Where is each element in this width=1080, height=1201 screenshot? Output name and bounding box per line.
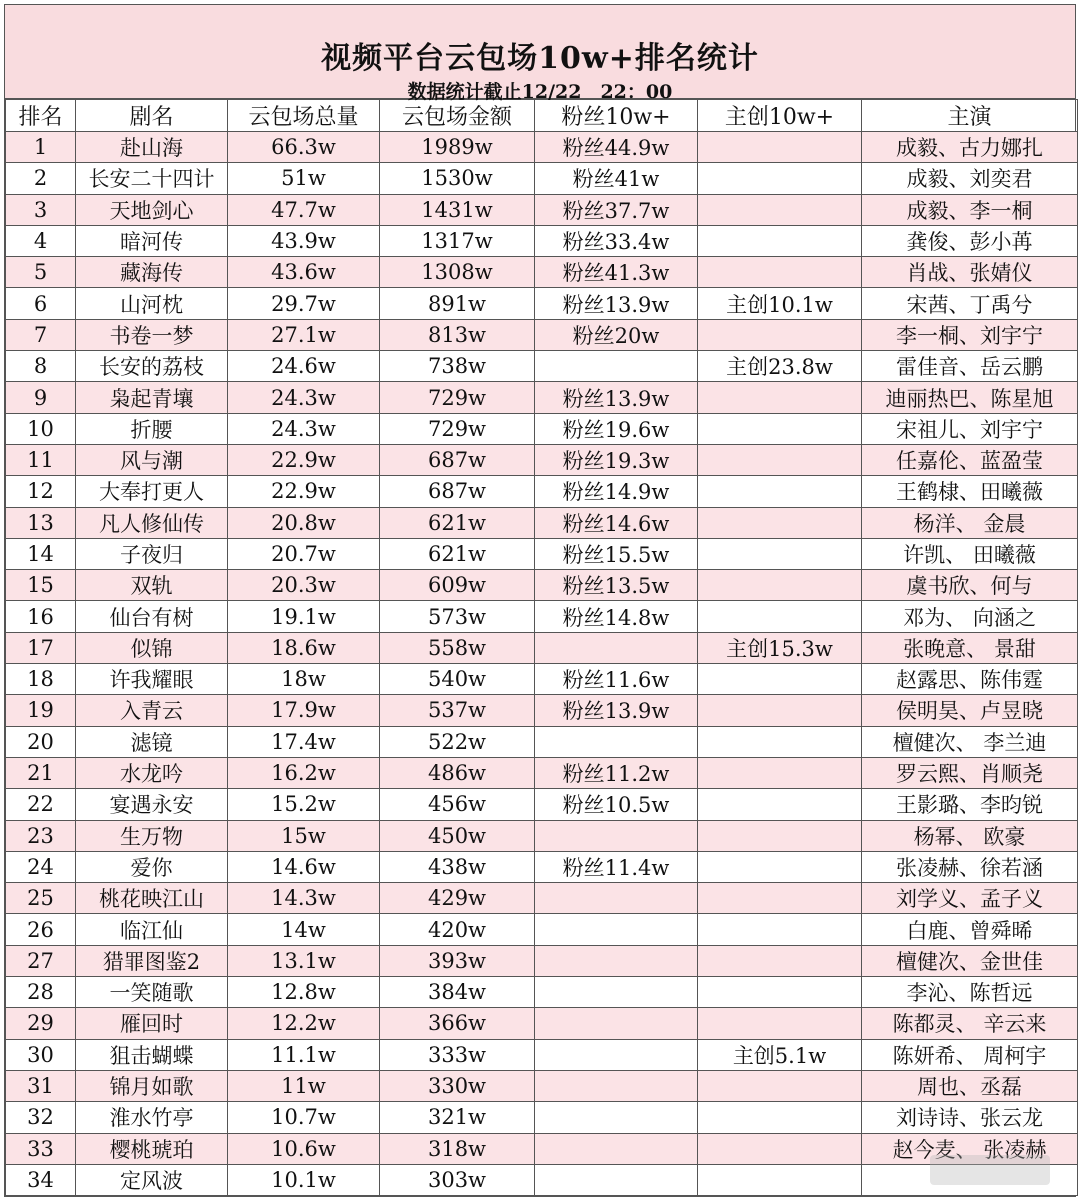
- header-fans: 粉丝10w+: [535, 100, 698, 132]
- cell-rank: 1: [6, 132, 76, 163]
- cell-total: 17.9w: [228, 695, 380, 726]
- cell-fans: 粉丝13.9w: [535, 695, 698, 726]
- cell-amount: 738w: [380, 351, 535, 382]
- cell-creator: [698, 507, 862, 538]
- cell-title: 双轨: [76, 570, 228, 601]
- cell-title: 雁回时: [76, 1008, 228, 1039]
- cell-creator: 主创5.1w: [698, 1039, 862, 1070]
- cell-amount: 384w: [380, 977, 535, 1008]
- cell-fans: 粉丝19.3w: [535, 444, 698, 475]
- cell-creator: [698, 1102, 862, 1133]
- cell-total: 16.2w: [228, 757, 380, 788]
- cell-creator: [698, 945, 862, 976]
- cell-total: 43.9w: [228, 225, 380, 256]
- cell-creator: [698, 789, 862, 820]
- cell-cast: 李沁、陈哲远: [862, 977, 1078, 1008]
- cell-amount: 330w: [380, 1070, 535, 1101]
- cell-total: 20.8w: [228, 507, 380, 538]
- header-title: 剧名: [76, 100, 228, 132]
- cell-rank: 10: [6, 413, 76, 444]
- cell-creator: [698, 538, 862, 569]
- cell-amount: 450w: [380, 820, 535, 851]
- cell-rank: 22: [6, 789, 76, 820]
- cell-amount: 438w: [380, 851, 535, 882]
- cell-fans: 粉丝15.5w: [535, 538, 698, 569]
- cell-total: 22.9w: [228, 444, 380, 475]
- cell-amount: 621w: [380, 538, 535, 569]
- cell-creator: [698, 851, 862, 882]
- table-row: [6, 1039, 1078, 1070]
- cell-amount: 456w: [380, 789, 535, 820]
- cell-amount: 393w: [380, 945, 535, 976]
- cell-cast: 邓为、 向涵之: [862, 601, 1078, 632]
- cell-fans: 粉丝13.9w: [535, 288, 698, 319]
- cell-rank: 20: [6, 726, 76, 757]
- cell-rank: 34: [6, 1164, 76, 1195]
- cell-creator: [698, 883, 862, 914]
- cell-cast: 侯明昊、卢昱晓: [862, 695, 1078, 726]
- cell-creator: [698, 476, 862, 507]
- cell-total: 51w: [228, 163, 380, 194]
- ranking-sheet: [4, 4, 1076, 1197]
- cell-amount: 537w: [380, 695, 535, 726]
- cell-creator: [698, 1164, 862, 1195]
- cell-cast: 宋祖儿、刘宇宁: [862, 413, 1078, 444]
- cell-title: 仙台有树: [76, 601, 228, 632]
- cell-title: 天地剑心: [76, 194, 228, 225]
- cell-creator: [698, 444, 862, 475]
- table-row: [6, 570, 1078, 601]
- table-row: [6, 757, 1078, 788]
- cell-amount: 333w: [380, 1039, 535, 1070]
- cell-title: 桃花映江山: [76, 883, 228, 914]
- cell-fans: 粉丝11.6w: [535, 664, 698, 695]
- cell-title: 临江仙: [76, 914, 228, 945]
- cell-fans: 粉丝20w: [535, 319, 698, 350]
- cell-creator: [698, 257, 862, 288]
- cell-cast: 罗云熙、肖顺尧: [862, 757, 1078, 788]
- table-row: [6, 319, 1078, 350]
- cell-rank: 24: [6, 851, 76, 882]
- table-row: [6, 507, 1078, 538]
- cell-amount: 318w: [380, 1133, 535, 1164]
- cell-rank: 23: [6, 820, 76, 851]
- cell-title: 入青云: [76, 695, 228, 726]
- cell-title: 风与潮: [76, 444, 228, 475]
- table-row: [6, 382, 1078, 413]
- cell-amount: 729w: [380, 382, 535, 413]
- cell-cast: 檀健次、金世佳: [862, 945, 1078, 976]
- cell-fans: 粉丝10.5w: [535, 789, 698, 820]
- cell-total: 15w: [228, 820, 380, 851]
- cell-title: 似锦: [76, 632, 228, 663]
- table-row: [6, 1133, 1078, 1164]
- cell-fans: 粉丝44.9w: [535, 132, 698, 163]
- table-row: [6, 444, 1078, 475]
- cell-fans: [535, 1008, 698, 1039]
- cell-total: 14w: [228, 914, 380, 945]
- cell-cast: 成毅、古力娜扎: [862, 132, 1078, 163]
- cell-cast: 雷佳音、岳云鹏: [862, 351, 1078, 382]
- cell-creator: 主创23.8w: [698, 351, 862, 382]
- cell-fans: 粉丝37.7w: [535, 194, 698, 225]
- cell-cast: 赵露思、陈伟霆: [862, 664, 1078, 695]
- cell-total: 27.1w: [228, 319, 380, 350]
- cell-amount: 486w: [380, 757, 535, 788]
- cell-fans: 粉丝13.9w: [535, 382, 698, 413]
- cell-title: 大奉打更人: [76, 476, 228, 507]
- cell-fans: [535, 1070, 698, 1101]
- cell-cast: 任嘉伦、蓝盈莹: [862, 444, 1078, 475]
- cell-creator: [698, 1133, 862, 1164]
- cell-fans: 粉丝19.6w: [535, 413, 698, 444]
- cell-title: 山河枕: [76, 288, 228, 319]
- cell-rank: 2: [6, 163, 76, 194]
- table-row: [6, 1164, 1078, 1195]
- cell-fans: 粉丝13.5w: [535, 570, 698, 601]
- cell-total: 10.7w: [228, 1102, 380, 1133]
- table-row: [6, 977, 1078, 1008]
- cell-total: 18w: [228, 664, 380, 695]
- cell-amount: 303w: [380, 1164, 535, 1195]
- cell-fans: 粉丝11.4w: [535, 851, 698, 882]
- cell-total: 18.6w: [228, 632, 380, 663]
- table-row: [6, 163, 1078, 194]
- cell-title: 水龙吟: [76, 757, 228, 788]
- cell-total: 14.6w: [228, 851, 380, 882]
- cell-amount: 558w: [380, 632, 535, 663]
- cell-cast: 刘诗诗、张云龙: [862, 1102, 1078, 1133]
- header-total: 云包场总量: [228, 100, 380, 132]
- cell-total: 10.1w: [228, 1164, 380, 1195]
- cell-rank: 12: [6, 476, 76, 507]
- cell-cast: 杨幂、 欧豪: [862, 820, 1078, 851]
- table-row: [6, 851, 1078, 882]
- cell-rank: 30: [6, 1039, 76, 1070]
- cell-title: 定风波: [76, 1164, 228, 1195]
- cell-rank: 27: [6, 945, 76, 976]
- ranking-table: [5, 99, 1078, 1196]
- cell-total: 24.3w: [228, 413, 380, 444]
- cell-amount: 429w: [380, 883, 535, 914]
- cell-fans: 粉丝14.9w: [535, 476, 698, 507]
- sheet-header: [5, 5, 1075, 103]
- cell-rank: 33: [6, 1133, 76, 1164]
- cell-cast: 肖战、张婧仪: [862, 257, 1078, 288]
- cell-amount: 687w: [380, 444, 535, 475]
- cell-rank: 32: [6, 1102, 76, 1133]
- cell-rank: 13: [6, 507, 76, 538]
- cell-total: 47.7w: [228, 194, 380, 225]
- cell-rank: 17: [6, 632, 76, 663]
- table-row: [6, 883, 1078, 914]
- cell-fans: [535, 1039, 698, 1070]
- table-header-row: [6, 100, 1078, 132]
- cell-total: 13.1w: [228, 945, 380, 976]
- cell-total: 20.7w: [228, 538, 380, 569]
- cell-rank: 18: [6, 664, 76, 695]
- cell-title: 长安二十四计: [76, 163, 228, 194]
- cell-title: 宴遇永安: [76, 789, 228, 820]
- cell-rank: 7: [6, 319, 76, 350]
- cell-amount: 522w: [380, 726, 535, 757]
- cell-rank: 8: [6, 351, 76, 382]
- cell-cast: 杨洋、 金晨: [862, 507, 1078, 538]
- cell-fans: 粉丝11.2w: [535, 757, 698, 788]
- cell-rank: 25: [6, 883, 76, 914]
- cell-rank: 19: [6, 695, 76, 726]
- cell-amount: 1530w: [380, 163, 535, 194]
- cell-amount: 321w: [380, 1102, 535, 1133]
- cell-creator: [698, 664, 862, 695]
- cell-creator: 主创10.1w: [698, 288, 862, 319]
- table-row: [6, 1008, 1078, 1039]
- cell-amount: 621w: [380, 507, 535, 538]
- cell-cast: 张凌赫、徐若涵: [862, 851, 1078, 882]
- cell-total: 20.3w: [228, 570, 380, 601]
- cell-total: 66.3w: [228, 132, 380, 163]
- cell-title: 滤镜: [76, 726, 228, 757]
- table-row: [6, 351, 1078, 382]
- cell-rank: 21: [6, 757, 76, 788]
- table-row: [6, 601, 1078, 632]
- cell-total: 12.8w: [228, 977, 380, 1008]
- cell-creator: [698, 820, 862, 851]
- cell-amount: 1989w: [380, 132, 535, 163]
- cell-fans: [535, 1133, 698, 1164]
- cell-creator: [698, 382, 862, 413]
- cell-creator: [698, 914, 862, 945]
- cell-cast: 刘学义、孟子义: [862, 883, 1078, 914]
- cell-fans: [535, 820, 698, 851]
- cell-total: 43.6w: [228, 257, 380, 288]
- cell-total: 24.6w: [228, 351, 380, 382]
- header-amount: 云包场金额: [380, 100, 535, 132]
- cell-cast: 许凯、 田曦薇: [862, 538, 1078, 569]
- cell-fans: [535, 632, 698, 663]
- watermark-blur: [930, 1155, 1050, 1185]
- table-row: [6, 476, 1078, 507]
- cell-creator: [698, 570, 862, 601]
- table-row: [6, 194, 1078, 225]
- cell-title: 藏海传: [76, 257, 228, 288]
- cell-fans: 粉丝14.8w: [535, 601, 698, 632]
- cell-fans: 粉丝33.4w: [535, 225, 698, 256]
- cell-fans: [535, 914, 698, 945]
- cell-amount: 573w: [380, 601, 535, 632]
- cell-fans: [535, 726, 698, 757]
- cell-amount: 420w: [380, 914, 535, 945]
- table-row: [6, 914, 1078, 945]
- cell-title: 猎罪图鉴2: [76, 945, 228, 976]
- cell-cast: 成毅、李一桐: [862, 194, 1078, 225]
- cell-rank: 28: [6, 977, 76, 1008]
- table-row: [6, 820, 1078, 851]
- cell-rank: 5: [6, 257, 76, 288]
- cell-title: 凡人修仙传: [76, 507, 228, 538]
- cell-creator: [698, 695, 862, 726]
- table-row: [6, 726, 1078, 757]
- cell-title: 许我耀眼: [76, 664, 228, 695]
- cell-total: 10.6w: [228, 1133, 380, 1164]
- cell-title: 樱桃琥珀: [76, 1133, 228, 1164]
- cell-rank: 3: [6, 194, 76, 225]
- cell-title: 暗河传: [76, 225, 228, 256]
- cell-title: 一笑随歌: [76, 977, 228, 1008]
- cell-amount: 687w: [380, 476, 535, 507]
- cell-amount: 366w: [380, 1008, 535, 1039]
- cell-cast: 宋茜、丁禹兮: [862, 288, 1078, 319]
- cell-cast: 张晚意、 景甜: [862, 632, 1078, 663]
- cell-title: 书卷一梦: [76, 319, 228, 350]
- cell-title: 长安的荔枝: [76, 351, 228, 382]
- cell-title: 折腰: [76, 413, 228, 444]
- table-row: [6, 1070, 1078, 1101]
- cell-amount: 1317w: [380, 225, 535, 256]
- table-row: [6, 1102, 1078, 1133]
- cell-creator: [698, 1070, 862, 1101]
- cell-total: 29.7w: [228, 288, 380, 319]
- cell-creator: [698, 757, 862, 788]
- cell-creator: [698, 1008, 862, 1039]
- cell-creator: [698, 726, 862, 757]
- cell-amount: 1431w: [380, 194, 535, 225]
- cell-creator: [698, 132, 862, 163]
- cell-creator: [698, 601, 862, 632]
- cell-amount: 729w: [380, 413, 535, 444]
- table-body: [6, 132, 1078, 1196]
- cell-rank: 11: [6, 444, 76, 475]
- cell-amount: 891w: [380, 288, 535, 319]
- cell-total: 17.4w: [228, 726, 380, 757]
- cell-cast: 赵今麦、 张凌赫: [862, 1133, 1078, 1164]
- cell-total: 14.3w: [228, 883, 380, 914]
- cell-rank: 4: [6, 225, 76, 256]
- cell-amount: 1308w: [380, 257, 535, 288]
- cell-rank: 31: [6, 1070, 76, 1101]
- header-creator: 主创10w+: [698, 100, 862, 132]
- table-row: [6, 789, 1078, 820]
- cell-fans: [535, 1164, 698, 1195]
- cell-cast: 李一桐、刘宇宁: [862, 319, 1078, 350]
- cell-title: 生万物: [76, 820, 228, 851]
- cell-fans: 粉丝41w: [535, 163, 698, 194]
- page-subtitle: 数据统计截止12/22 22：00: [407, 81, 673, 103]
- cell-creator: [698, 977, 862, 1008]
- cell-cast: 迪丽热巴、陈星旭: [862, 382, 1078, 413]
- cell-cast: 虞书欣、何与: [862, 570, 1078, 601]
- cell-fans: 粉丝14.6w: [535, 507, 698, 538]
- table-row: [6, 632, 1078, 663]
- table-row: [6, 695, 1078, 726]
- cell-total: 12.2w: [228, 1008, 380, 1039]
- table-row: [6, 413, 1078, 444]
- cell-title: 锦月如歌: [76, 1070, 228, 1101]
- cell-amount: 609w: [380, 570, 535, 601]
- cell-fans: [535, 977, 698, 1008]
- cell-fans: [535, 945, 698, 976]
- cell-title: 赴山海: [76, 132, 228, 163]
- cell-total: 22.9w: [228, 476, 380, 507]
- cell-rank: 15: [6, 570, 76, 601]
- cell-cast: 王影璐、李昀锐: [862, 789, 1078, 820]
- cell-title: 爱你: [76, 851, 228, 882]
- cell-cast: 白鹿、曾舜晞: [862, 914, 1078, 945]
- cell-fans: 粉丝41.3w: [535, 257, 698, 288]
- table-row: [6, 225, 1078, 256]
- cell-total: 24.3w: [228, 382, 380, 413]
- cell-rank: 26: [6, 914, 76, 945]
- cell-total: 19.1w: [228, 601, 380, 632]
- cell-cast: 王鹤棣、田曦薇: [862, 476, 1078, 507]
- cell-cast: 陈都灵、 辛云来: [862, 1008, 1078, 1039]
- table-row: [6, 257, 1078, 288]
- cell-creator: [698, 319, 862, 350]
- cell-creator: [698, 413, 862, 444]
- cell-cast: 檀健次、 李兰迪: [862, 726, 1078, 757]
- cell-rank: 14: [6, 538, 76, 569]
- cell-cast: 成毅、刘奕君: [862, 163, 1078, 194]
- table-row: [6, 945, 1078, 976]
- cell-fans: [535, 351, 698, 382]
- cell-fans: [535, 883, 698, 914]
- page-title: 视频平台云包场10w+排名统计: [321, 41, 759, 76]
- header-cast: 主演: [862, 100, 1078, 132]
- cell-title: 枭起青壤: [76, 382, 228, 413]
- cell-title: 狙击蝴蝶: [76, 1039, 228, 1070]
- cell-amount: 813w: [380, 319, 535, 350]
- cell-cast: 龚俊、彭小苒: [862, 225, 1078, 256]
- header-rank: 排名: [6, 100, 76, 132]
- table-row: [6, 664, 1078, 695]
- cell-rank: 6: [6, 288, 76, 319]
- cell-cast: 周也、丞磊: [862, 1070, 1078, 1101]
- cell-total: 11.1w: [228, 1039, 380, 1070]
- cell-rank: 9: [6, 382, 76, 413]
- cell-rank: 29: [6, 1008, 76, 1039]
- cell-creator: 主创15.3w: [698, 632, 862, 663]
- cell-total: 15.2w: [228, 789, 380, 820]
- cell-amount: 540w: [380, 664, 535, 695]
- table-row: [6, 132, 1078, 163]
- table-row: [6, 288, 1078, 319]
- cell-creator: [698, 194, 862, 225]
- cell-title: 淮水竹亭: [76, 1102, 228, 1133]
- table-row: [6, 538, 1078, 569]
- cell-total: 11w: [228, 1070, 380, 1101]
- cell-rank: 16: [6, 601, 76, 632]
- cell-creator: [698, 163, 862, 194]
- cell-fans: [535, 1102, 698, 1133]
- cell-creator: [698, 225, 862, 256]
- cell-cast: 陈妍希、 周柯宇: [862, 1039, 1078, 1070]
- cell-title: 子夜归: [76, 538, 228, 569]
